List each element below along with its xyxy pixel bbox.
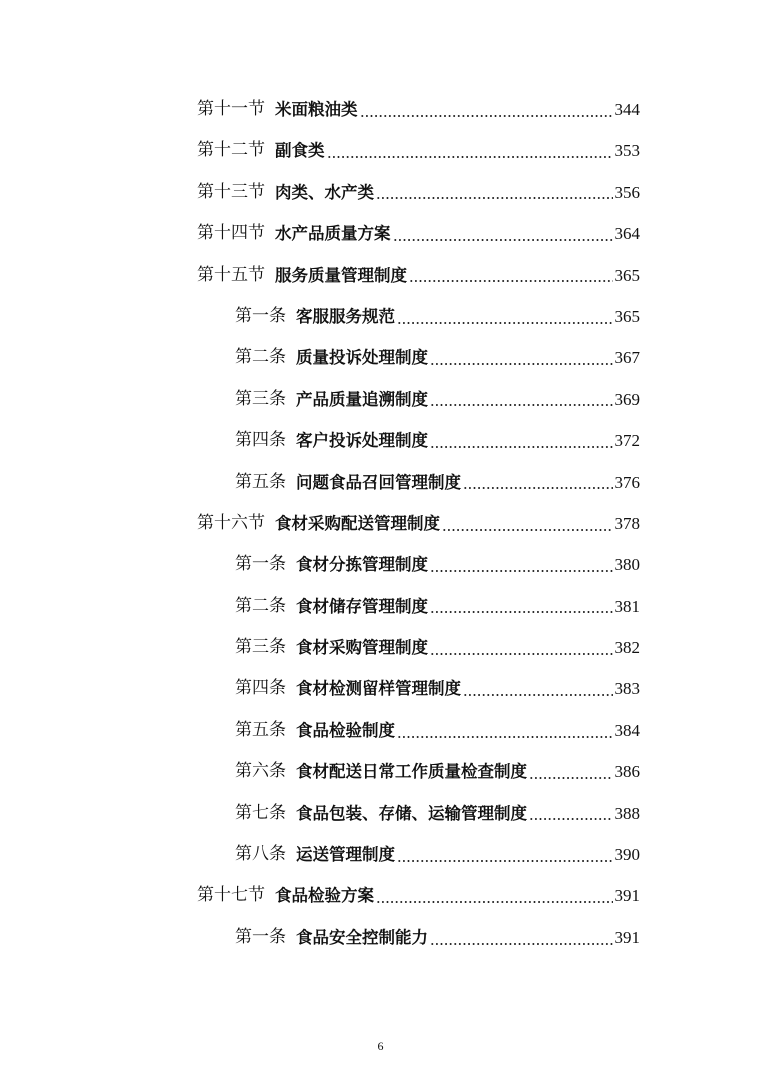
toc-entry-title: 食材采购配送管理制度 (275, 513, 440, 533)
toc-entry-title: 食材采购管理制度 (296, 638, 428, 658)
dot-leader (430, 943, 613, 945)
dot-leader (430, 611, 613, 613)
toc-entry-title: 食品检验制度 (296, 720, 395, 740)
dot-leader (393, 239, 613, 241)
dot-leader (442, 529, 613, 531)
toc-entry-number: 第十三节 (197, 181, 265, 202)
toc-entry[interactable] (0, 255, 640, 296)
toc-entry-page: 356 (614, 182, 640, 202)
dot-leader (430, 570, 613, 572)
toc-entry-number: 第一条 (235, 926, 286, 947)
toc-entry-number: 第十六节 (197, 512, 265, 533)
toc-entry-page: 386 (614, 762, 640, 782)
toc-entry-title: 食材检测留样管理制度 (296, 679, 461, 699)
toc-entry[interactable] (0, 627, 640, 668)
dot-leader (397, 736, 613, 738)
toc-entry[interactable] (0, 586, 640, 627)
dot-leader (430, 446, 613, 448)
toc-entry-title: 食材分拣管理制度 (296, 555, 428, 575)
toc-entry-number: 第一条 (235, 305, 286, 326)
toc-entry-title: 问题食品召回管理制度 (296, 472, 461, 492)
toc-entry-title: 米面粮油类 (275, 100, 358, 119)
toc-entry-page: 353 (614, 141, 640, 161)
toc-entry-number: 第七条 (235, 802, 286, 823)
toc-entry-title: 食材储存管理制度 (296, 596, 428, 616)
toc-entry-page: 365 (614, 306, 640, 326)
toc-entry[interactable] (0, 875, 640, 916)
page-number: 6 (377, 1039, 384, 1053)
toc-entry-page: 391 (614, 927, 640, 947)
dot-leader (397, 860, 613, 862)
toc-entry[interactable] (0, 751, 640, 792)
dot-leader (327, 156, 613, 158)
toc-entry-page: 384 (614, 720, 640, 740)
toc-entry-title: 客户投诉处理制度 (296, 431, 428, 451)
toc-entry-page: 376 (614, 472, 640, 492)
dot-leader (397, 322, 613, 324)
toc-entry-title: 客服服务规范 (296, 306, 395, 326)
toc-entry[interactable] (0, 296, 640, 337)
toc-entry-title: 副食类 (275, 141, 325, 161)
toc-entry-title: 运送管理制度 (296, 845, 395, 865)
toc-entry-number: 第十一节 (197, 99, 265, 119)
toc-entry[interactable] (0, 379, 640, 420)
toc-entry-title: 食品安全控制能力 (296, 927, 428, 947)
dot-leader (430, 653, 613, 655)
toc-entry-page: 380 (614, 555, 640, 575)
toc-entry-title: 肉类、水产类 (275, 182, 374, 202)
toc-entry-number: 第二条 (235, 347, 286, 368)
dot-leader (463, 487, 613, 489)
dot-leader (430, 404, 613, 406)
toc-entry-number: 第四条 (235, 430, 286, 451)
toc-entry-number: 第二条 (235, 595, 286, 616)
toc-entry[interactable] (0, 213, 640, 254)
toc-entry-number: 第一条 (235, 554, 286, 575)
toc-entry-title: 服务质量管理制度 (275, 265, 407, 285)
toc-entry[interactable] (0, 172, 640, 213)
toc-entry-page: 367 (614, 348, 640, 368)
toc-entry[interactable] (0, 503, 640, 544)
dot-leader (529, 818, 613, 820)
toc-entry-page: 364 (614, 224, 640, 244)
toc-entry-number: 第六条 (235, 761, 286, 782)
toc-entry[interactable] (0, 834, 640, 875)
toc-entry[interactable] (0, 462, 640, 503)
dot-leader (360, 115, 613, 117)
toc-entry-title: 水产品质量方案 (275, 224, 391, 244)
toc-entry[interactable] (0, 130, 640, 171)
toc-entry-number: 第十五节 (197, 264, 265, 285)
toc-entry-title: 食品包装、存储、运输管理制度 (296, 803, 527, 823)
toc-entry-title: 产品质量追溯制度 (296, 389, 428, 409)
toc-entry-page: 381 (614, 596, 640, 616)
toc-entry-page: 378 (614, 513, 640, 533)
toc-entry-page: 383 (614, 679, 640, 699)
toc-entry[interactable] (0, 337, 640, 378)
toc-entry-number: 第五条 (235, 719, 286, 740)
dot-leader (529, 777, 613, 779)
toc-entry-number: 第五条 (235, 471, 286, 492)
toc-entry[interactable] (0, 793, 640, 834)
toc-entry-page: 369 (614, 389, 640, 409)
toc-entry-number: 第十四节 (197, 223, 265, 244)
toc-entry-number: 第四条 (235, 678, 286, 699)
toc-entry-number: 第三条 (235, 388, 286, 409)
toc-entry[interactable] (0, 89, 640, 130)
toc-entry-number: 第三条 (235, 637, 286, 658)
toc-entry[interactable] (0, 544, 640, 585)
toc-entry-page: 372 (614, 431, 640, 451)
toc-entry[interactable] (0, 710, 640, 751)
toc-entry-title: 质量投诉处理制度 (296, 348, 428, 368)
table-of-contents (0, 89, 761, 958)
toc-entry-page: 391 (614, 886, 640, 906)
dot-leader (376, 901, 613, 903)
toc-entry-number: 第十七节 (197, 885, 265, 906)
toc-entry-page: 382 (614, 638, 640, 658)
toc-entry[interactable] (0, 917, 640, 958)
dot-leader (376, 197, 613, 199)
toc-entry[interactable] (0, 420, 640, 461)
toc-entry-number: 第八条 (235, 844, 286, 865)
dot-leader (409, 280, 613, 282)
toc-entry-title: 食材配送日常工作质量检查制度 (296, 762, 527, 782)
toc-entry-page: 390 (614, 845, 640, 865)
toc-entry-page: 344 (614, 100, 640, 119)
toc-entry[interactable] (0, 668, 640, 709)
toc-entry-number: 第十二节 (197, 140, 265, 161)
toc-entry-page: 365 (614, 265, 640, 285)
dot-leader (463, 694, 613, 696)
dot-leader (430, 363, 613, 365)
toc-entry-page: 388 (614, 803, 640, 823)
toc-entry-title: 食品检验方案 (275, 886, 374, 906)
